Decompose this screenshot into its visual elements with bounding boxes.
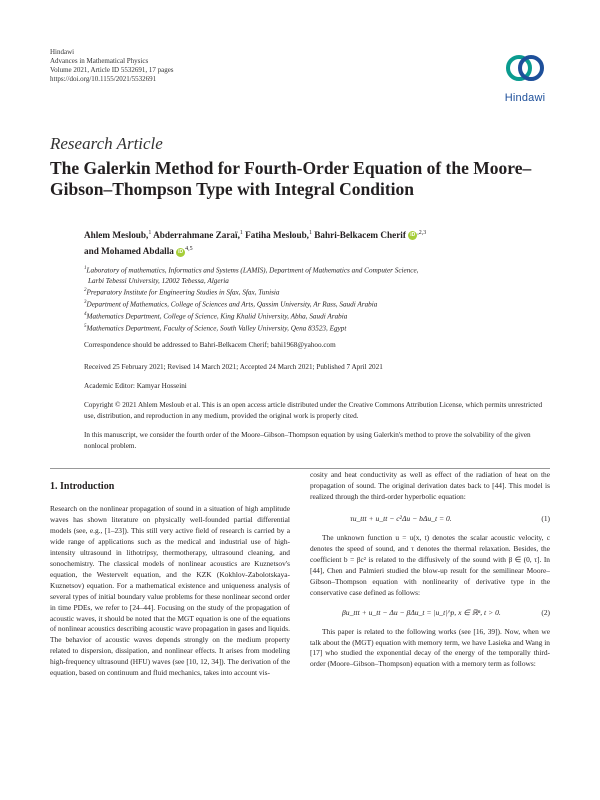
volume-info: Volume 2021, Article ID 5532691, 17 pages [50, 66, 174, 74]
dates: Received 25 February 2021; Revised 14 March 2021; Accepted 24 March 2021; Published 7 April 2021 [84, 363, 383, 371]
affiliation: Laboratory of mathematics, Informatics and Systems (LAMIS), Department of Mathematics and Computer Science, [86, 266, 419, 275]
paper-title: The Galerkin Method for Fourth-Order Equation of the Moore–Gibson–Thompson Type with Integral Condition [50, 158, 532, 199]
author: Abderrahmane Zaraï, [153, 230, 240, 241]
affiliation: Larbi Tebessi University, 12002 Tebessa, Algeria [88, 276, 229, 285]
equation-text: τu_ttt + u_tt − c²Δu − bΔu_t = 0. [350, 513, 452, 523]
affiliation: Mathematics Department, Faculty of Science, South Valley University, Qena 83523, Egypt [86, 324, 347, 333]
paragraph: cosity and heat conductivity as well as effect of the radiation of heat on the propagation of sound. The original derivation dates back to [44]. This model is realized through the third-order hyperbolic equation: [310, 470, 550, 501]
divider [50, 468, 550, 469]
author: Fatiha Mesloub, [245, 230, 309, 241]
logo-text: Hindawi [504, 92, 546, 104]
abstract: In this manuscript, we consider the fourth order of the Moore–Gibson–Thompson equation by using Galerkin's method to prove the solvability of the given nonlocal problem. [84, 431, 531, 450]
affiliations: $^1$Laboratory of mathematics, Informatics and Systems (LAMIS), Department of Mathematics and Computer Science, Larbi Tebessi University, 12002 Tebessa, Algeria $^2$Preparatory Institute for Engineering Studies in Sfax, Sfax, Tunisia $^3$Department of Mathematics, College of Sciences and Arts, Qassim University, Ar Rass, Saudi Arabia $^4$Mathematics Department, College of Science, King Khalid University, Abha, Saudi Arabia $^5$Mathematics Department, Faculty of Science, South Valley University, Qena 83523, Egypt [84, 266, 419, 333]
author: Ahlem Mesloub, [84, 230, 149, 241]
author: Bahri-Belkacem Cherif [314, 230, 406, 241]
equation-number: (2) [541, 607, 550, 617]
equation-1 [310, 505, 550, 533]
affiliation: Preparatory Institute for Engineering Studies in Sfax, Sfax, Tunisia [86, 288, 280, 297]
orcid-icon[interactable]: iD [178, 248, 184, 255]
orcid-icon[interactable]: iD [410, 232, 416, 239]
author-list: Ahlem Mesloub,$^1$ Abderrahmane Zaraï,$^1$ Fatiha Mesloub,$^1$ Bahri-Belkacem Cherif iD $^{,2,3}$ and Mohamed Abdalla iD $^{4,5}$ [84, 230, 427, 257]
academic-editor: Academic Editor: Kamyar Hosseini [84, 382, 187, 390]
intro-left-column [50, 504, 290, 679]
intro-right-column [310, 470, 550, 670]
section-heading: 1. Introduction [50, 481, 115, 492]
journal-meta [50, 48, 174, 84]
affiliation: Department of Mathematics, College of Sciences and Arts, Qassim University, Ar Rass, Saudi Arabia [86, 300, 378, 309]
correspondence: Correspondence should be addressed to Bahri-Belkacem Cherif; bahi1968@yahoo.com [84, 341, 336, 349]
paragraph: The unknown function u = u(x, t) denotes the scalar acoustic velocity, c denotes the speed of sound, and τ denotes the thermal relaxation. Besides, the coefficient b = βc² is related to the diffusively of the sound with β ∈ (0, τ]. In [44], Chen and Palmieri studied the blow-up result for the semilinear Moore–Gibson–Thompson equation with nonlinearity of derivative type in the conservative case defined as follows: [310, 532, 550, 597]
paragraph: This paper is related to the following works (see [16, 39]). Now, when we talk about the (MGT) equation with memory term, we have Lasieka and Wang in [17] who studied the exponential decay of the energy of the temporally third-order (Moore–Gibson–Thompson) equation with a memory term as follows: [310, 626, 550, 669]
equation-2 [310, 599, 550, 627]
doi-link[interactable]: https://doi.org/10.1155/2021/5532691 [50, 75, 157, 83]
publisher-name: Hindawi [50, 48, 75, 56]
copyright: Copyright © 2021 Ahlem Mesloub et al. This is an open access article distributed under the Creative Commons Attribution License, which permits unrestricted use, distribution, and reproduction in any medium, provided the original work is properly cited. [84, 401, 543, 420]
affiliation: Mathematics Department, College of Science, King Khalid University, Abha, Saudi Arabia [86, 312, 348, 321]
paragraph: Research on the nonlinear propagation of sound in a situation of high amplitude waves has shown literature on physically well-founded partial differential models (see, e.g., [1–23]). This still very active field of research is carried by a wide range of applications such as the medical and industrial use of high-intensity ultrasound in lithotripsy, thermotherapy, ultrasound cleaning, and sonochemistry. The classical models of nonlinear acoustics are Kuznetsov's equation, the Westervelt equation, and the KZK (Kokhlov-Zabolotskaya-Kuznetsov) equation. For a mathematical existence and uniqueness analysis of several types of initial boundary value problems for these nonlinear second order in time PDEs, we refer to [24–44]. Focusing on the study of the propagation of acoustic waves, it should be noted that the MGT equation is one of the equations of nonlinear acoustics describing acoustic wave propagation in gases and liquids. The behavior of acoustic waves depends strongly on the medium property related to dispersion, dissipation, and nonlinear effects. It arises from modeling high-frequency ultrasound (HFU) waves (see [10, 12, 34]). The derivation of the equation, based on continuum and fluid mechanics, takes into account vis- [50, 504, 290, 678]
journal-name: Advances in Mathematical Physics [50, 57, 149, 65]
author: and Mohamed Abdalla [84, 246, 174, 257]
equation-number: (1) [541, 513, 550, 523]
article-type: Research Article [50, 134, 163, 153]
equation-text: βu_ttt + u_tt − Δu − βΔu_t = |u_t|^p, x ∈ ℝⁿ, t > 0. [342, 607, 501, 617]
